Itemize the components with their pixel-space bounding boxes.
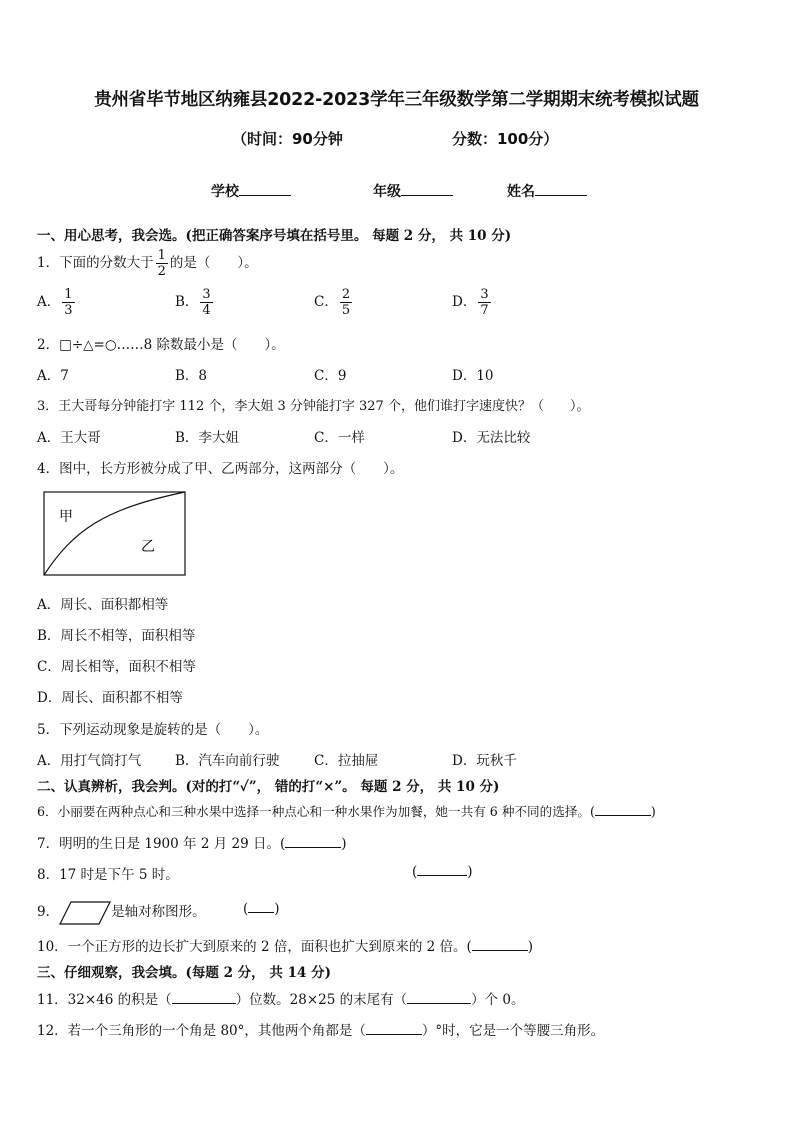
question-2: 2．□÷△=○……8 除数最小是（ ）。: [37, 337, 285, 353]
q4-option-a[interactable]: A．周长、面积都相等: [37, 597, 169, 613]
q11-answer-blank-2[interactable]: [407, 991, 471, 1004]
question-4: 4．图中，长方形被分成了甲、乙两部分，这两部分（ ）。: [37, 461, 404, 477]
q3-option-b[interactable]: B．李大姐: [175, 430, 239, 446]
q9-answer-blank[interactable]: [248, 900, 274, 913]
q4-option-c[interactable]: C．周长相等，面积不相等: [37, 659, 196, 675]
q4-option-d[interactable]: D．周长、面积都不相等: [37, 690, 183, 706]
rectangle-figure: [43, 491, 187, 577]
question-12: 12．若一个三角形的一个角是 80°，其他两个角都是（ ）°时，它是一个等腰三角形。: [37, 1023, 605, 1039]
q12-answer-blank[interactable]: [366, 1022, 422, 1035]
rectangle-outline: [44, 492, 185, 575]
q5-option-b[interactable]: B．汽车向前行驶: [175, 753, 280, 769]
question-1: 1．下面的分数大于 $\frac{1}{2}$ 的是（ ）。: [37, 248, 258, 279]
q8-answer-blank[interactable]: [417, 863, 467, 876]
q4-option-b[interactable]: B．周长不相等，面积相等: [37, 628, 196, 644]
section-3-heading: 三、仔细观察，我会填。(每题 2 分， 共 14 分): [37, 965, 331, 981]
q6-answer-blank[interactable]: [595, 803, 651, 816]
question-10: 10．一个正方形的边长扩大到原来的 2 倍，面积也扩大到原来的 2 倍。( ): [37, 939, 534, 955]
question-5: 5．下列运动现象是旋转的是（ ）。: [37, 722, 269, 738]
q2-option-a[interactable]: A．7: [37, 368, 69, 384]
q8-answer: ( ): [412, 864, 473, 880]
school-field[interactable]: 学校: [211, 181, 291, 201]
fraction-one-half: $\frac{1}{2}$: [157, 248, 166, 279]
q5-option-a[interactable]: A．用打气筒打气: [37, 753, 142, 769]
section-2-heading: 二、认真辨析，我会判。(对的打“✓”， 错的打“×”。 每题 2 分， 共 10 分): [37, 779, 500, 795]
q2-option-d[interactable]: D．10: [452, 368, 494, 384]
q1-option-d[interactable]: D． $\frac{3}{7}$: [452, 287, 489, 318]
question-3: 3．王大哥每分钟能打字 112 个，李大姐 3 分钟能打字 327 个，他们谁打字速度快？（ ）。: [37, 399, 590, 414]
question-6: 6．小丽要在两种点心和三种水果中选择一种点心和一种水果作为加餐，她一共有 6 种不同的选择。( ): [37, 804, 656, 819]
question-9: 9． 是轴对称图形。: [37, 900, 206, 925]
grade-field[interactable]: 年级: [373, 181, 453, 201]
part-jia-label: 甲: [59, 509, 73, 525]
exam-time: （时间：90分钟: [232, 130, 343, 148]
question-7: 7．明明的生日是 1900 年 2 月 29 日。( ): [37, 836, 347, 852]
q9-answer: ( ): [243, 901, 280, 917]
q3-option-d[interactable]: D．无法比较: [452, 430, 531, 446]
q3-option-a[interactable]: A．王大哥: [37, 430, 101, 446]
question-11: 11．32×46 的积是（ ）位数。28×25 的末尾有（ ）个 0。: [37, 992, 525, 1008]
q1-option-a[interactable]: A． $\frac{1}{3}$: [37, 287, 73, 318]
q1-option-b[interactable]: B． $\frac{3}{4}$: [175, 287, 211, 318]
q10-answer-blank[interactable]: [472, 938, 528, 951]
parallelogram-figure: [59, 901, 111, 925]
q11-answer-blank-1[interactable]: [172, 991, 236, 1004]
question-8: 8．17 时是下午 5 时。: [37, 867, 179, 883]
q7-answer-blank[interactable]: [285, 835, 341, 848]
dividing-curve: [44, 492, 185, 575]
q3-option-c[interactable]: C．一样: [314, 430, 365, 446]
q1-option-c[interactable]: C． $\frac{2}{5}$: [314, 287, 351, 318]
exam-score: 分数：100分）: [452, 130, 559, 148]
part-yi-label: 乙: [141, 539, 155, 555]
section-1-heading: 一、用心思考，我会选。(把正确答案序号填在括号里。 每题 2 分， 共 10 分): [37, 228, 512, 244]
q5-option-d[interactable]: D．玩秋千: [452, 753, 517, 769]
q5-option-c[interactable]: C．拉抽屉: [314, 753, 379, 769]
name-field[interactable]: 姓名: [507, 181, 587, 201]
page-title: 贵州省毕节地区纳雍县2022-2023学年三年级数学第二学期期末统考模拟试题: [94, 90, 699, 110]
q2-option-c[interactable]: C．9: [314, 368, 347, 384]
q2-option-b[interactable]: B．8: [175, 368, 208, 384]
